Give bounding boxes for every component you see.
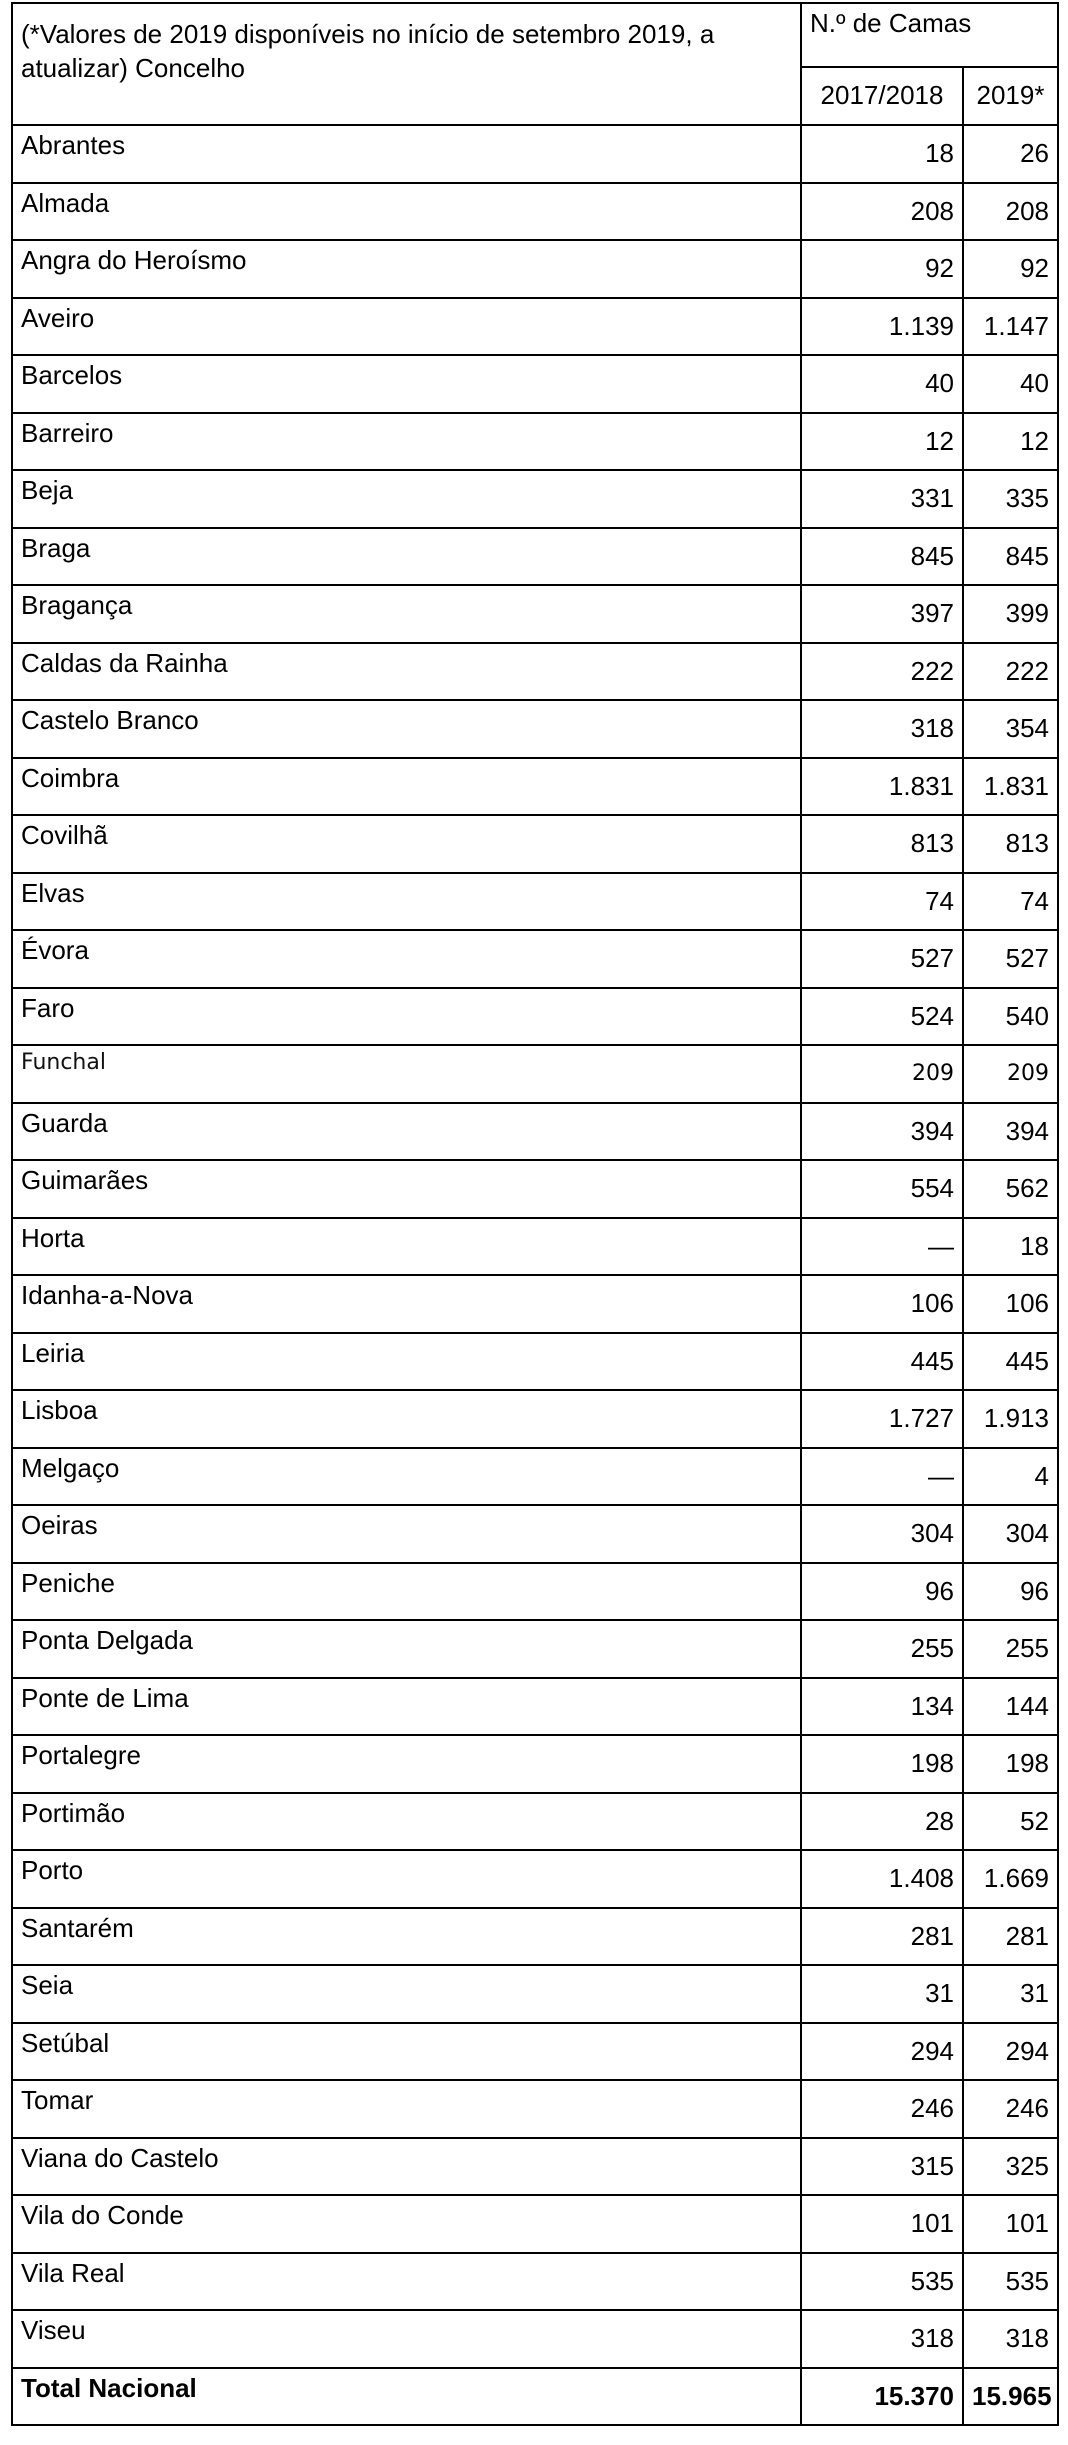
concelho-cell: Guimarães: [12, 1160, 801, 1218]
concelho-cell: Setúbal: [12, 2023, 801, 2081]
beds-2019-cell: 813: [963, 815, 1058, 873]
table-row: [12, 1448, 1058, 1506]
concelho-cell: Abrantes: [12, 125, 801, 183]
table-row: [12, 758, 1058, 816]
concelho-cell: Viseu: [12, 2310, 801, 2368]
table-row: [12, 2138, 1058, 2196]
header-row: [12, 3, 1058, 67]
table-row: [12, 1965, 1058, 2023]
beds-2017-cell: 1.139: [801, 298, 963, 356]
table-row: [12, 470, 1058, 528]
table-row: [12, 2253, 1058, 2311]
concelho-cell: Portalegre: [12, 1735, 801, 1793]
table-row: [12, 240, 1058, 298]
table-row: [12, 413, 1058, 471]
table-row: [12, 1333, 1058, 1391]
beds-2017-cell: 18: [801, 125, 963, 183]
concelho-cell: Elvas: [12, 873, 801, 931]
concelho-cell: Aveiro: [12, 298, 801, 356]
beds-2017-cell: 554: [801, 1160, 963, 1218]
beds-2019-cell: 335: [963, 470, 1058, 528]
beds-2019-cell: 208: [963, 183, 1058, 241]
concelho-cell: Viana do Castelo: [12, 2138, 801, 2196]
table-row: [12, 930, 1058, 988]
concelho-cell: Seia: [12, 1965, 801, 2023]
beds-2019-cell: 222: [963, 643, 1058, 701]
beds-2019-cell: 318: [963, 2310, 1058, 2368]
beds-2017-cell: 394: [801, 1103, 963, 1161]
beds-2019-cell: 281: [963, 1908, 1058, 1966]
concelho-cell: Total Nacional: [12, 2368, 801, 2426]
beds-2019-cell: 394: [963, 1103, 1058, 1161]
table-row: [12, 1390, 1058, 1448]
beds-2017-cell: 106: [801, 1275, 963, 1333]
beds-2019-cell: 304: [963, 1505, 1058, 1563]
concelho-cell: Bragança: [12, 585, 801, 643]
table-row: [12, 528, 1058, 586]
table-row: [12, 355, 1058, 413]
table-row: [12, 1103, 1058, 1161]
beds-2017-cell: 40: [801, 355, 963, 413]
beds-2019-cell: 74: [963, 873, 1058, 931]
concelho-cell: Guarda: [12, 1103, 801, 1161]
beds-2019-cell: 325: [963, 2138, 1058, 2196]
concelho-cell: Ponte de Lima: [12, 1678, 801, 1736]
table-row: [12, 1505, 1058, 1563]
beds-2019-cell: 540: [963, 988, 1058, 1046]
beds-2017-cell: 246: [801, 2080, 963, 2138]
table-row: [12, 1160, 1058, 1218]
table-row: [12, 873, 1058, 931]
table-row: [12, 815, 1058, 873]
beds-2019-cell: 399: [963, 585, 1058, 643]
beds-2017-cell: 1.408: [801, 1850, 963, 1908]
beds-2019-cell: 845: [963, 528, 1058, 586]
beds-2017-cell: 101: [801, 2195, 963, 2253]
beds-table: [11, 2, 1059, 2426]
concelho-cell: Ponta Delgada: [12, 1620, 801, 1678]
beds-2019-cell: 18: [963, 1218, 1058, 1276]
beds-2019-cell: 535: [963, 2253, 1058, 2311]
table-row: [12, 1735, 1058, 1793]
concelho-cell: Leiria: [12, 1333, 801, 1391]
beds-2019-cell: 52: [963, 1793, 1058, 1851]
table-row: [12, 1275, 1058, 1333]
concelho-cell: Funchal: [12, 1045, 801, 1103]
concelho-cell: Caldas da Rainha: [12, 643, 801, 701]
table-row: [12, 700, 1058, 758]
beds-2019-cell: 445: [963, 1333, 1058, 1391]
beds-2019-cell: 1.831: [963, 758, 1058, 816]
table-row: [12, 183, 1058, 241]
beds-2017-cell: 209: [801, 1045, 963, 1103]
beds-2019-cell: 15.965: [963, 2368, 1058, 2426]
table-row: [12, 2310, 1058, 2368]
beds-2017-cell: 74: [801, 873, 963, 931]
concelho-header: (*Valores de 2019 disponíveis no início de setembro 2019, a atualizar) Concelho: [12, 3, 801, 125]
beds-2019-cell: 4: [963, 1448, 1058, 1506]
concelho-cell: Tomar: [12, 2080, 801, 2138]
beds-2019-cell: 92: [963, 240, 1058, 298]
beds-2019-cell: 106: [963, 1275, 1058, 1333]
concelho-cell: Castelo Branco: [12, 700, 801, 758]
concelho-cell: Idanha-a-Nova: [12, 1275, 801, 1333]
beds-2017-cell: 813: [801, 815, 963, 873]
table-body: [12, 125, 1058, 2425]
beds-2019-cell: 26: [963, 125, 1058, 183]
beds-2019-cell: 209: [963, 1045, 1058, 1103]
beds-2019-cell: 527: [963, 930, 1058, 988]
total-row: [12, 2368, 1058, 2426]
concelho-cell: Melgaço: [12, 1448, 801, 1506]
beds-2017-cell: 281: [801, 1908, 963, 1966]
beds-2019-cell: 31: [963, 1965, 1058, 2023]
beds-2019-cell: 40: [963, 355, 1058, 413]
beds-2017-cell: 222: [801, 643, 963, 701]
table-row: [12, 988, 1058, 1046]
table-row: [12, 2080, 1058, 2138]
camas-header: N.º de Camas: [801, 3, 1058, 67]
beds-2017-cell: —: [801, 1218, 963, 1276]
concelho-cell: Vila do Conde: [12, 2195, 801, 2253]
concelho-cell: Vila Real: [12, 2253, 801, 2311]
concelho-cell: Almada: [12, 183, 801, 241]
beds-2019-cell: 354: [963, 700, 1058, 758]
concelho-cell: Barreiro: [12, 413, 801, 471]
beds-2017-cell: 318: [801, 2310, 963, 2368]
table-row: [12, 585, 1058, 643]
table-row: [12, 298, 1058, 356]
concelho-cell: Santarém: [12, 1908, 801, 1966]
concelho-cell: Lisboa: [12, 1390, 801, 1448]
beds-2017-cell: 318: [801, 700, 963, 758]
year-2017-header: 2017/2018: [801, 67, 963, 125]
table-row: [12, 2195, 1058, 2253]
beds-2017-cell: 255: [801, 1620, 963, 1678]
beds-2019-cell: 1.147: [963, 298, 1058, 356]
beds-2017-cell: 397: [801, 585, 963, 643]
beds-2019-cell: 101: [963, 2195, 1058, 2253]
concelho-cell: Porto: [12, 1850, 801, 1908]
concelho-cell: Angra do Heroísmo: [12, 240, 801, 298]
beds-2017-cell: 1.727: [801, 1390, 963, 1448]
beds-2017-cell: 1.831: [801, 758, 963, 816]
table-row: [12, 1793, 1058, 1851]
beds-2019-cell: 255: [963, 1620, 1058, 1678]
year-2019-header: 2019*: [963, 67, 1058, 125]
beds-2017-cell: —: [801, 1448, 963, 1506]
concelho-cell: Horta: [12, 1218, 801, 1276]
beds-2017-cell: 28: [801, 1793, 963, 1851]
concelho-cell: Peniche: [12, 1563, 801, 1621]
table-row: [12, 1678, 1058, 1736]
beds-2017-cell: 535: [801, 2253, 963, 2311]
beds-2019-cell: 198: [963, 1735, 1058, 1793]
table-row: [12, 2023, 1058, 2081]
concelho-cell: Beja: [12, 470, 801, 528]
beds-2017-cell: 315: [801, 2138, 963, 2196]
beds-2017-cell: 294: [801, 2023, 963, 2081]
table-row: [12, 1218, 1058, 1276]
beds-2017-cell: 31: [801, 1965, 963, 2023]
beds-2017-cell: 134: [801, 1678, 963, 1736]
beds-2019-cell: 246: [963, 2080, 1058, 2138]
beds-2019-cell: 294: [963, 2023, 1058, 2081]
beds-2017-cell: 331: [801, 470, 963, 528]
beds-2019-cell: 1.669: [963, 1850, 1058, 1908]
beds-2019-cell: 144: [963, 1678, 1058, 1736]
beds-2017-cell: 845: [801, 528, 963, 586]
table-row: [12, 1850, 1058, 1908]
table-row: [12, 1045, 1058, 1103]
concelho-cell: Faro: [12, 988, 801, 1046]
beds-2019-cell: 562: [963, 1160, 1058, 1218]
beds-2017-cell: 198: [801, 1735, 963, 1793]
concelho-cell: Barcelos: [12, 355, 801, 413]
table-row: [12, 643, 1058, 701]
beds-2019-cell: 12: [963, 413, 1058, 471]
table-row: [12, 125, 1058, 183]
beds-2017-cell: 15.370: [801, 2368, 963, 2426]
concelho-cell: Braga: [12, 528, 801, 586]
concelho-cell: Oeiras: [12, 1505, 801, 1563]
table-row: [12, 1563, 1058, 1621]
beds-2019-cell: 1.913: [963, 1390, 1058, 1448]
concelho-cell: Évora: [12, 930, 801, 988]
concelho-cell: Portimão: [12, 1793, 801, 1851]
beds-2017-cell: 524: [801, 988, 963, 1046]
table-row: [12, 1620, 1058, 1678]
beds-2017-cell: 92: [801, 240, 963, 298]
beds-2017-cell: 304: [801, 1505, 963, 1563]
concelho-cell: Covilhã: [12, 815, 801, 873]
beds-2019-cell: 96: [963, 1563, 1058, 1621]
table-row: [12, 1908, 1058, 1966]
beds-2017-cell: 527: [801, 930, 963, 988]
beds-2017-cell: 96: [801, 1563, 963, 1621]
beds-2017-cell: 12: [801, 413, 963, 471]
beds-2017-cell: 208: [801, 183, 963, 241]
beds-2017-cell: 445: [801, 1333, 963, 1391]
concelho-cell: Coimbra: [12, 758, 801, 816]
